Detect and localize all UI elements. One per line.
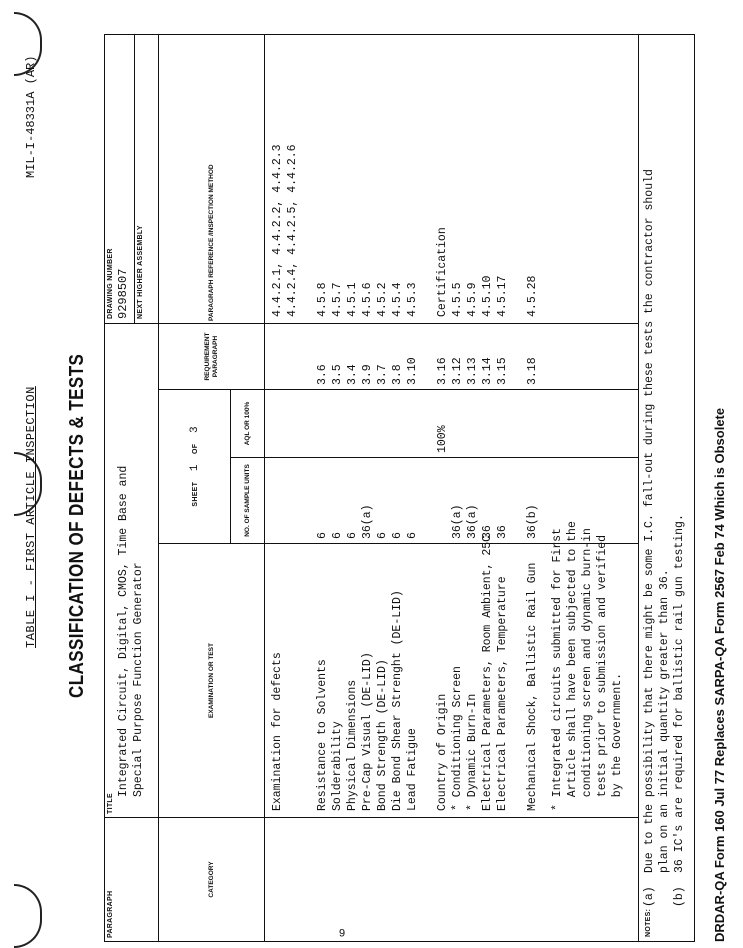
cell-exam: Bond Strength (DE-LID) (376, 659, 389, 811)
cell-sample: 6 (346, 532, 359, 539)
cell-sample: 36(b) (526, 504, 539, 539)
cell-exam: Lead Fatigue (406, 728, 419, 811)
next-assembly-label: NEXT HIGHER ASSEMBLY (137, 225, 144, 319)
table-title: TABLE I - FIRST ARTICLE INSPECTION (24, 386, 38, 648)
cell-exam: Electrical Parameters, Room Ambient, 25C (481, 534, 494, 811)
title-line: Special Purpose Function Generator (132, 562, 145, 797)
cell-exam: Examination for defects (271, 652, 284, 811)
cell-ref: 4.5.6 (361, 282, 374, 317)
cell-ref: 4.5.4 (391, 282, 404, 317)
cell-req: 3.6 (316, 364, 329, 385)
cell-ref: 4.4.2.1, 4.4.2.2, 4.4.2.3 (271, 144, 284, 317)
aql-header: AQL OR 100% (231, 390, 265, 458)
cell-exam: * Dynamic Burn-In (466, 693, 479, 811)
cell-ref: 4.5.17 (496, 275, 509, 317)
ref-column (265, 34, 639, 323)
cell-ref: 4.5.9 (466, 282, 479, 317)
footnote-line: by the Government. (611, 672, 624, 811)
cell-sample (420, 462, 435, 539)
paragraph-cell (105, 818, 159, 942)
footnote-line: * Integrated circuits submitted for First (551, 528, 564, 811)
cell-sample (510, 462, 525, 539)
title-cell (105, 323, 159, 817)
cell-exam: Die Bond Shear Strenght (DE-LID) (391, 590, 404, 811)
cell-ref (510, 41, 525, 317)
cell-exam: * Conditioning Screen (451, 666, 464, 811)
sheet-label: SHEET (191, 481, 199, 507)
title-line: Integrated Circuit, Digital, CMOS, Time Base and (117, 465, 130, 797)
cell-ref: 4.4.2.4, 4.4.2.5, 4.4.2.6 (286, 144, 299, 317)
cell-req: 3.14 (481, 357, 494, 385)
cell-sample (435, 462, 450, 539)
sheet-number: 1 (188, 464, 201, 472)
cell-aql (510, 394, 525, 453)
cell-sample: 36(a) (361, 504, 374, 539)
cell-sample: 6 (331, 532, 344, 539)
cell-aql (495, 394, 510, 453)
cell-sample: 6 (376, 532, 389, 539)
punch-hole (14, 884, 42, 948)
cell-req (270, 328, 285, 385)
note-a-line: plan on an initial quantity greater than 36. (658, 569, 671, 873)
cell-exam: Mechanical Shock, Ballistic Rail Gun (526, 562, 539, 811)
cell-aql (300, 394, 315, 453)
cell-req: 3.15 (496, 357, 509, 385)
form-line: DRDAR-QA Form 160 Jul 77 Replaces SARPA-QA Form 2567 Feb 74 Which is Obsolete (712, 407, 727, 942)
cell-req: 3.18 (526, 357, 539, 385)
cell-exam (285, 550, 300, 811)
cell-ref (300, 41, 315, 317)
spec-number: MIL-I-48331A (AR) (24, 55, 38, 178)
cell-req: 3.7 (376, 364, 389, 385)
cell-req (420, 328, 435, 385)
cell-sample: 36 (496, 525, 509, 539)
cell-aql (345, 394, 360, 453)
exam-header: EXAMINATION OR TEST (159, 544, 265, 818)
cell-exam: Pre-Cap Visual (DE-LID) (361, 652, 374, 811)
cell-ref: Certification (436, 227, 449, 317)
cell-sample: 6 (406, 532, 419, 539)
sheet-of: OF (191, 443, 199, 454)
cell-aql (480, 394, 495, 453)
category-header: CATEGORY (159, 818, 265, 942)
page-heading: CLASSIFICATION OF DEFECTS & TESTS (66, 353, 88, 698)
cell-exam: Solderability (331, 721, 344, 811)
notes-label: NOTES: (645, 908, 652, 937)
cell-aql (375, 394, 390, 453)
note-mark: (a) (643, 886, 656, 907)
cell-req: 3.13 (466, 357, 479, 385)
cell-ref: 4.5.1 (346, 282, 359, 317)
cell-ref: 4.5.10 (481, 275, 494, 317)
note-b-line: 36 IC's are required for ballistic rail gun testing. (673, 514, 686, 873)
cell-exam (510, 550, 525, 811)
cell-req (510, 328, 525, 385)
paragraph-label: PARAGRAPH (107, 890, 114, 938)
cell-sample: 36(a) (451, 504, 464, 539)
cell-req: 3.12 (451, 357, 464, 385)
cell-aql (285, 394, 300, 453)
cell-ref: 4.5.7 (331, 282, 344, 317)
cell-exam: Country of Origin (436, 693, 449, 811)
inspection-table (104, 34, 695, 942)
cell-ref: 4.5.8 (316, 282, 329, 317)
cell-req (300, 328, 315, 385)
note-mark: (b) (673, 886, 686, 907)
sample-header: NO. OF SAMPLE UNITS (231, 458, 265, 544)
cell-sample: 36(a) (466, 504, 479, 539)
cell-sample (285, 462, 300, 539)
cell-req (285, 328, 300, 385)
cell-exam: Resistance to Solvents (316, 659, 329, 811)
cell-aql (525, 394, 540, 453)
cell-req: 3.9 (361, 364, 374, 385)
drawing-number: 9298507 (116, 268, 130, 319)
ref-header: PARAGRAPH REFERENCE /INSPECTION METHOD (159, 34, 265, 323)
next-assembly-cell (135, 34, 159, 323)
footnote-line: tests prior to submission and verified (596, 534, 609, 811)
cell-sample (270, 462, 285, 539)
req-column (265, 323, 639, 389)
cell-aql (405, 394, 420, 453)
cell-ref (420, 41, 435, 317)
aql-column (265, 390, 639, 458)
cell-req: 3.16 (436, 357, 449, 385)
cell-req: 3.5 (331, 364, 344, 385)
cell-exam: Electrical Parameters, Temperature (496, 576, 509, 811)
drawing-number-cell (105, 34, 135, 323)
cell-aql (390, 394, 405, 453)
cell-ref: 4.5.2 (376, 282, 389, 317)
footnote-line: Article shall have been subjected to the (566, 521, 579, 811)
title-label: TITLE (107, 793, 114, 814)
cell-ref: 4.5.28 (526, 275, 539, 317)
cell-aql (450, 394, 465, 453)
sheet-total: 3 (188, 426, 201, 433)
cell-exam (300, 550, 315, 811)
note-a-line: Due to the possibility that there might be some I.C. fall-out during these tests the contractor should (643, 169, 656, 873)
cell-exam (420, 550, 435, 811)
drawing-number-label: DRAWING NUMBER (107, 248, 114, 319)
sheet-cell (159, 390, 231, 544)
cell-aql (360, 394, 375, 453)
cell-aql (420, 394, 435, 453)
cell-req: 3.8 (391, 364, 404, 385)
cell-sample: 36 (481, 525, 494, 539)
page-number: 9 (338, 928, 346, 941)
cell-sample: 6 (391, 532, 404, 539)
cell-sample: 6 (316, 532, 329, 539)
cell-aql: 100% (436, 425, 449, 453)
cell-aql (270, 394, 285, 453)
cell-aql (330, 394, 345, 453)
cell-ref: 4.5.5 (451, 282, 464, 317)
category-body (265, 818, 639, 942)
cell-exam: Physical Dimensions (346, 679, 359, 811)
cell-aql (465, 394, 480, 453)
cell-sample (300, 462, 315, 539)
cell-aql (315, 394, 330, 453)
cell-ref: 4.5.3 (406, 282, 419, 317)
notes-cell (639, 34, 695, 941)
footnote-line: conditioning screen and dynamic burn-in (581, 528, 594, 811)
cell-req: 3.4 (346, 364, 359, 385)
req-header: REQUIREMENT PARAGRAPH (159, 323, 265, 389)
cell-req: 3.10 (406, 357, 419, 385)
